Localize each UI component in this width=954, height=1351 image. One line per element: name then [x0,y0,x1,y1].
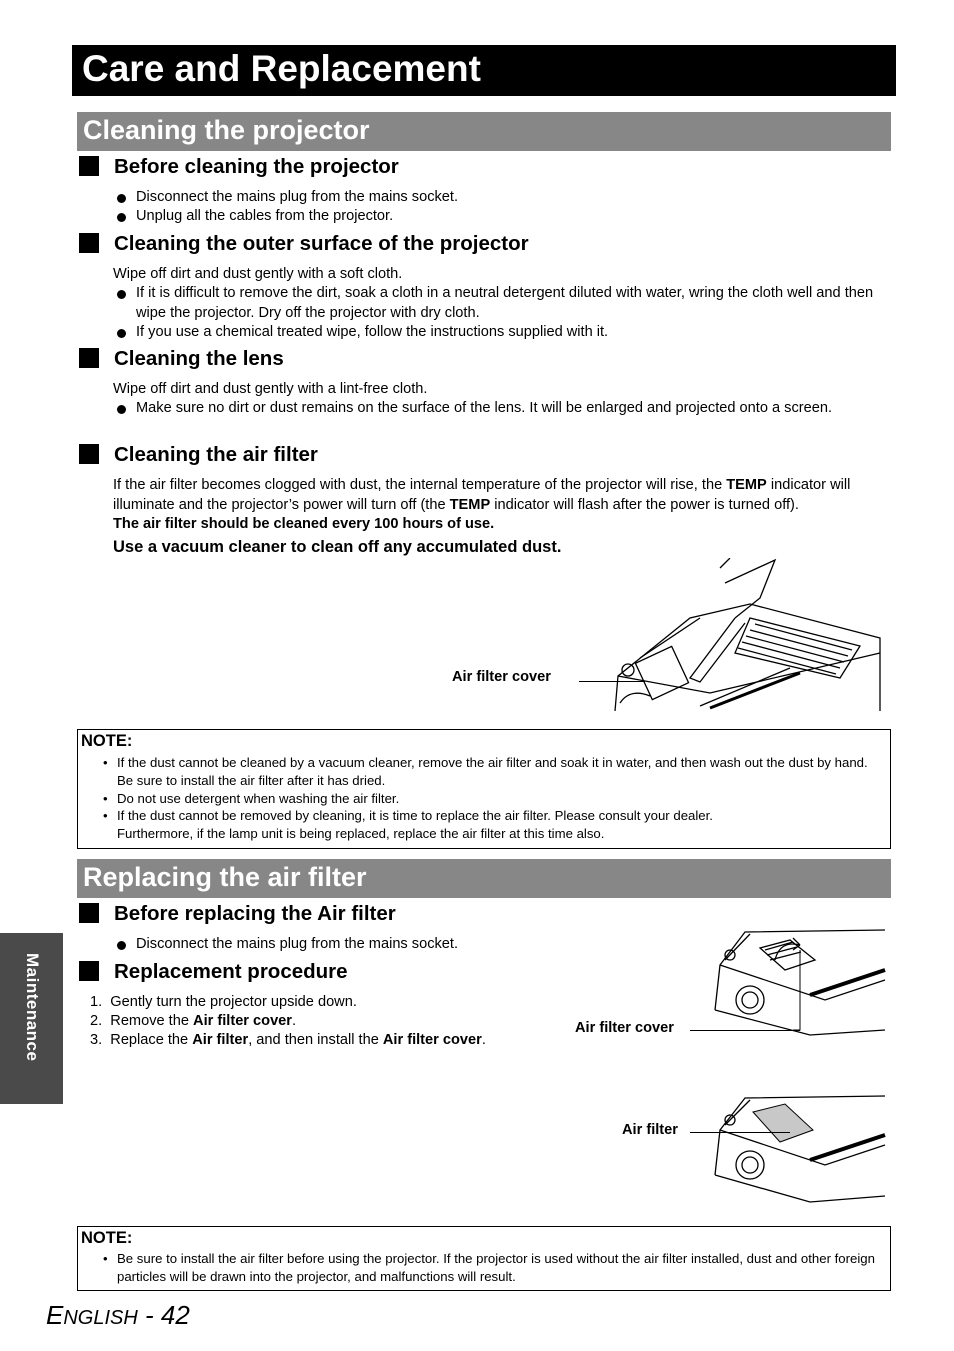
subheading-outer-surface: Cleaning the outer surface of the projector [79,232,529,256]
remove-cover-illustration [705,920,890,1045]
note-title: NOTE: [81,1229,133,1247]
bullet-item: If it is difficult to remove the dirt, soak a cloth in a neutral detergent diluted with water, wring the cloth well and then wipe the projector. Dry off the projector with dry cloth. [113,284,893,323]
lens-intro: Wipe off dirt and dust gently with a lint-free cloth. [113,381,428,397]
bullet-dot-icon [117,329,126,338]
note-title: NOTE: [81,732,133,750]
bullet-dot-icon [117,194,126,203]
air-filter-cover-label-2: Air filter cover [575,1020,674,1036]
note-box-2 [77,1226,891,1291]
bullet-item: If you use a chemical treated wipe, follow the instructions supplied with it. [113,323,893,343]
subheading-replacement-procedure: Replacement procedure [79,960,348,984]
bullet-dot-icon [117,405,126,414]
filter-interval-note: The air filter should be cleaned every 100 hours of use. [113,516,495,532]
bullet-item: Disconnect the mains plug from the mains socket. [113,935,553,955]
subheading-air-filter: Cleaning the air filter [79,443,318,467]
note-bullet: • If the dust cannot be cleaned by a vacuum cleaner, remove the air filter and soak it in water, and then wash out the dust by hand. Be sure to install the air filter after it has dried. [103,755,868,788]
bullet-item: Make sure no dirt or dust remains on the surface of the lens. It will be enlarged and projected onto a screen. [113,399,893,419]
outer-intro: Wipe off dirt and dust gently with a soft cloth. [113,266,403,282]
bullet-item: Disconnect the mains plug from the mains socket. [113,188,893,208]
leader-line [690,1132,790,1133]
procedure-step: 3. Replace the Air filter, and then install the Air filter cover. [90,1032,486,1048]
square-bullet-icon [79,156,99,176]
square-bullet-icon [79,233,99,253]
page-title: Care and Replacement [72,45,896,96]
filter-paragraph: If the air filter becomes clogged with dust, the internal temperature of the projector will rise, the TEMP indicator will illuminate and the projector’s power will turn off (the TEMP indicator will flash after the power is turned off). [113,477,851,513]
subheading-before-cleaning: Before cleaning the projector [79,155,399,179]
square-bullet-icon [79,903,99,923]
section-title-replacing: Replacing the air filter [77,859,891,898]
square-bullet-icon [79,348,99,368]
vacuum-instruction: Use a vacuum cleaner to clean off any accumulated dust. [113,538,562,556]
air-filter-label: Air filter [622,1122,678,1138]
bullet-dot-icon [117,290,126,299]
note-bullet: • Be sure to install the air filter before using the projector. If the projector is used without the air filter installed, dust and other foreign particles will be drawn into the projector, and malfunctions will result. [103,1251,875,1284]
note-bullet: • If the dust cannot be removed by cleaning, it is time to replace the air filter. Please consult your dealer. [103,808,713,823]
note-box-1 [77,729,891,849]
bullet-item: Unplug all the cables from the projector. [113,207,893,227]
subheading-lens: Cleaning the lens [79,347,284,371]
bullet-dot-icon [117,213,126,222]
procedure-step: 2. Remove the Air filter cover. [90,1013,297,1029]
air-filter-cover-label: Air filter cover [452,669,551,685]
side-tab-maintenance: Maintenance [0,933,63,1104]
subheading-before-replacing: Before replacing the Air filter [79,902,396,926]
section-title-cleaning: Cleaning the projector [77,112,891,151]
note-bullet: • Do not use detergent when washing the air filter. [103,791,400,806]
square-bullet-icon [79,444,99,464]
procedure-step: 1. Gently turn the projector upside down. [90,994,357,1010]
bullet-dot-icon [117,941,126,950]
page-footer: ENGLISH - 42 [46,1300,190,1330]
leader-line [690,1030,800,1031]
leader-line [579,681,645,682]
note-line: Furthermore, if the lamp unit is being replaced, replace the air filter at this time also. [117,826,605,841]
square-bullet-icon [79,961,99,981]
vacuum-cleaning-illustration [570,558,890,714]
air-filter-illustration [705,1090,890,1208]
